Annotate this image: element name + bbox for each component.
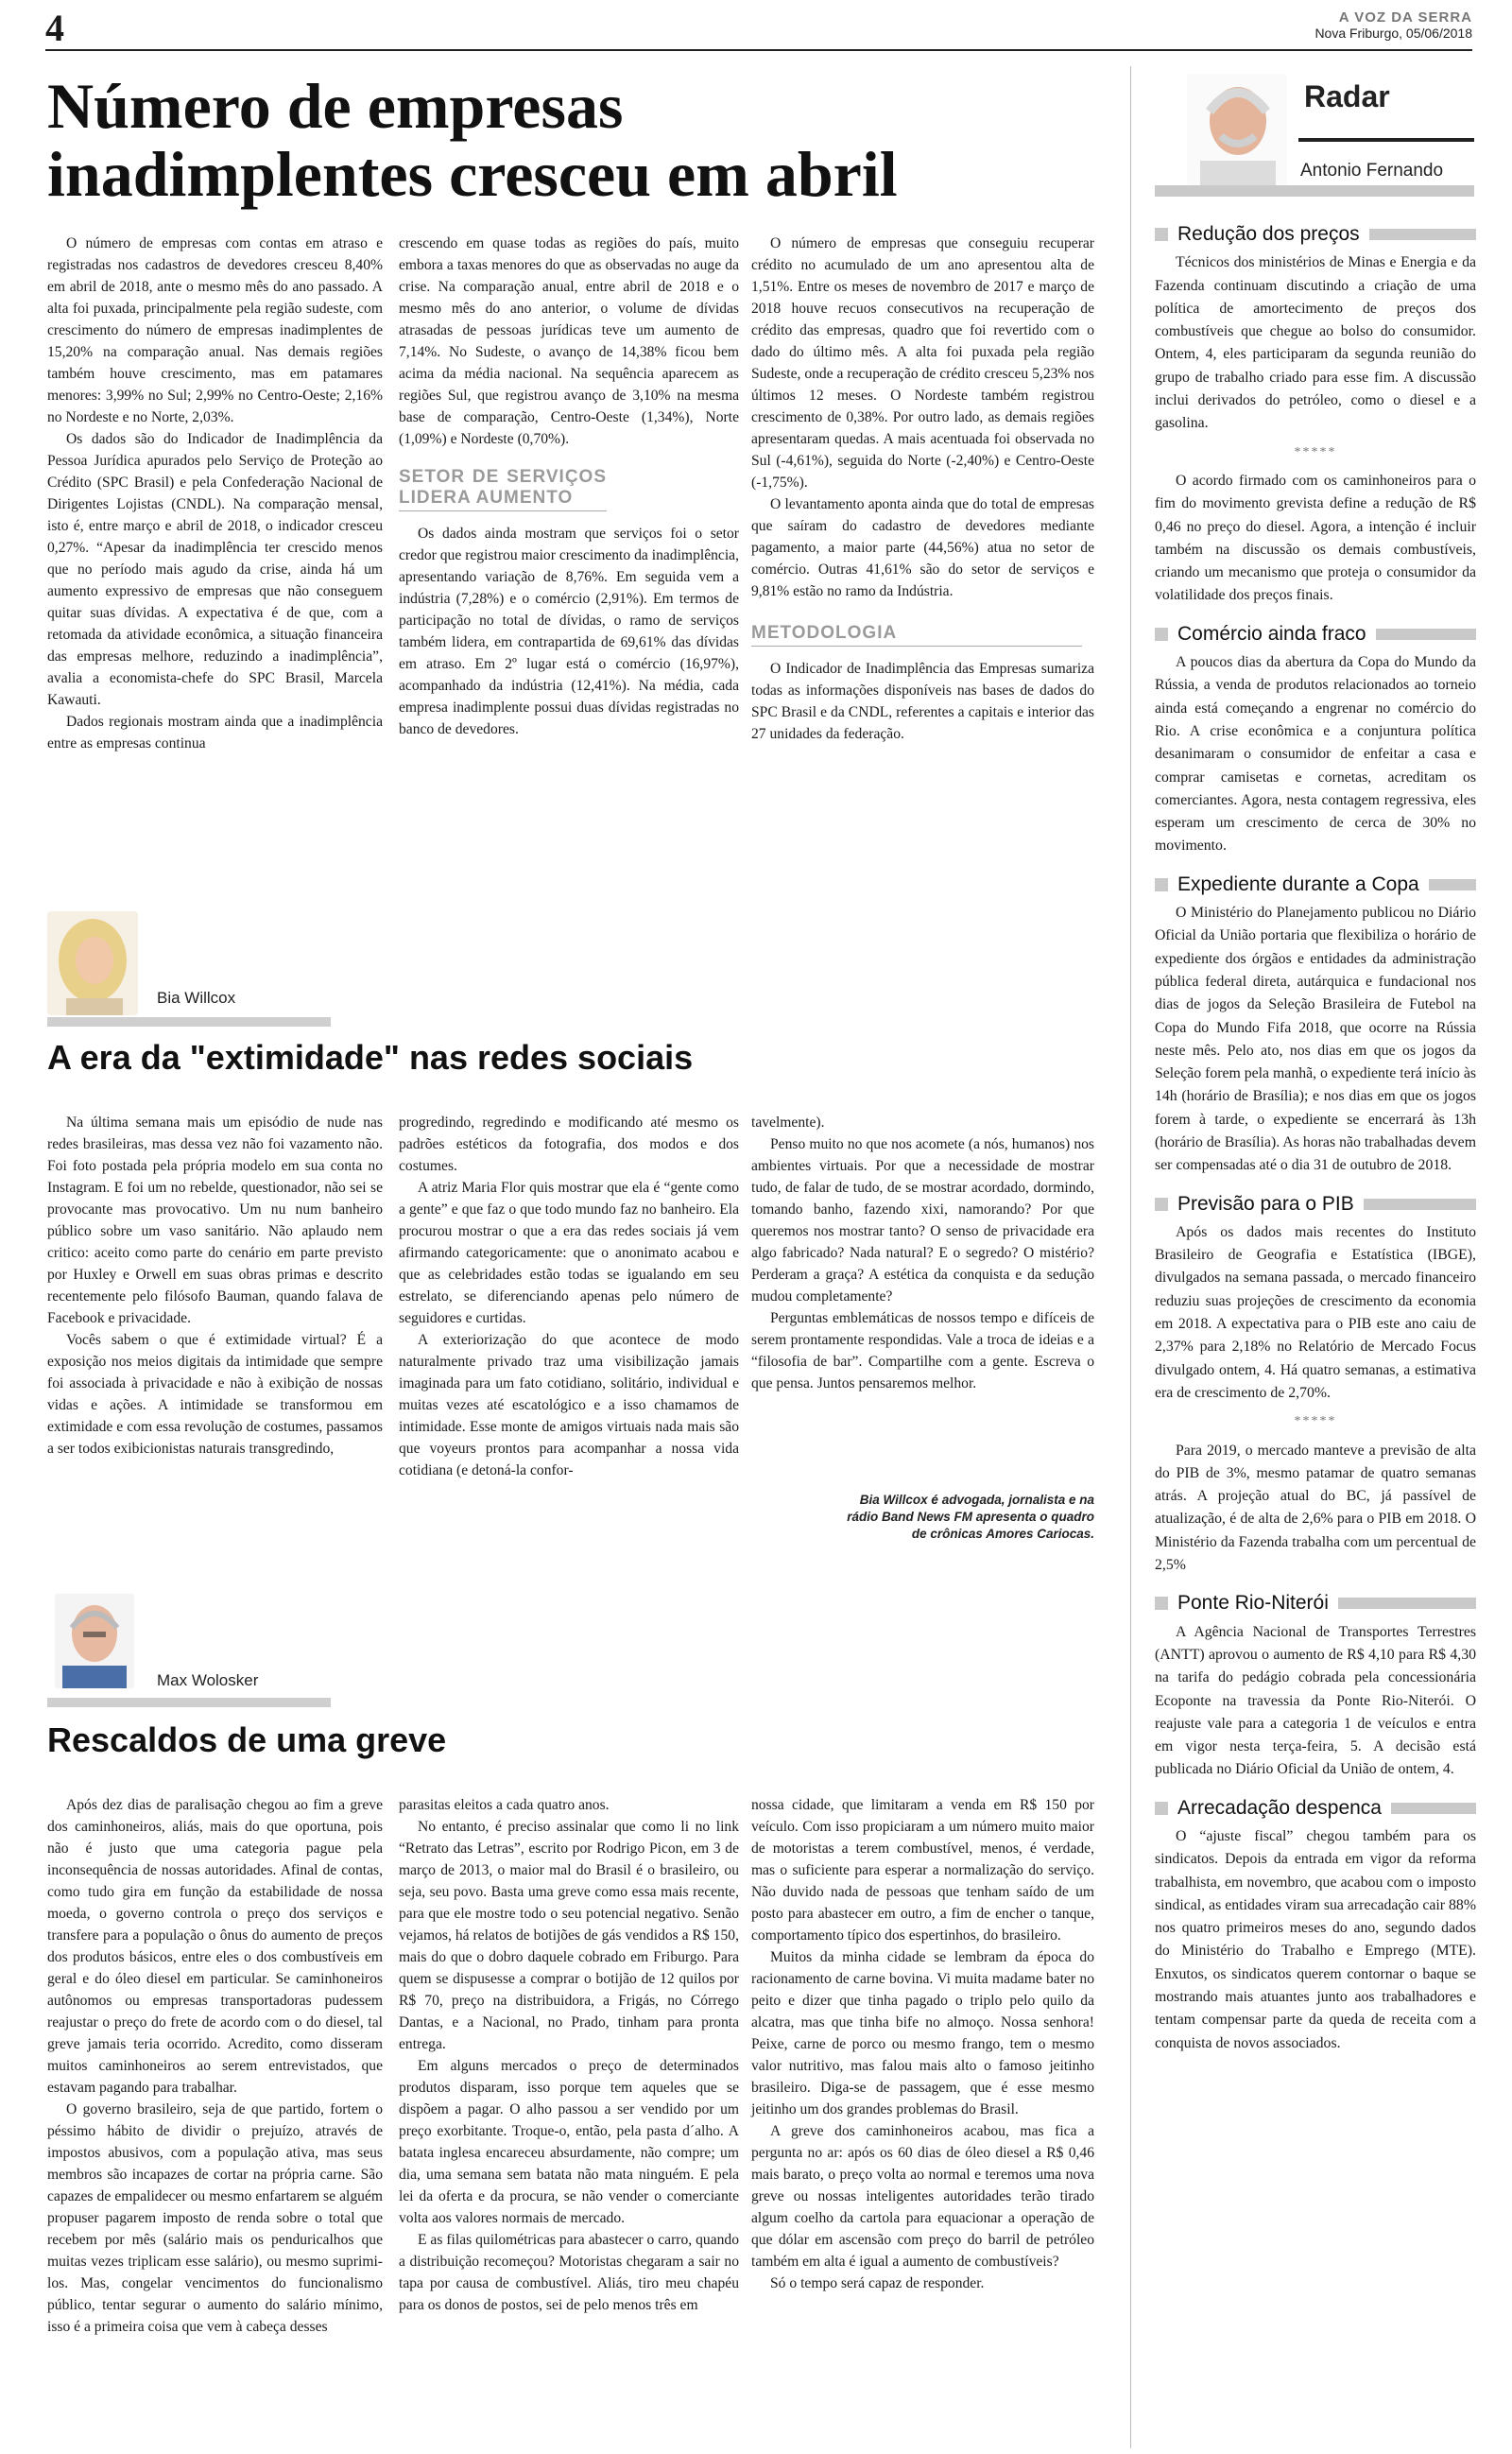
paragraph: Os dados são do Indicador de Inadimplência da Pessoa Jurídica apurados pelo Serviço de Proteção ao Crédito (SPC Brasil) e pela Confederação Nacional de Dirigentes Lojistas (CNDL). Na comparação mensal, isto é, entre março e abril de 2018, o indicador cresceu 0,27%. “Apesar da inadimplência ter crescido menos que no período mais agudo da crise, ainda há um aumento expressivo de empresas que não conseguem quitar suas dívidas. A expectativa é de que, com a retomada da atividade econômica, a situação financeira das empresas melhore, reduzindo a inadimplência”, avalia a economista-chefe do SPC Brasil, Marcela Kawauti. xyxy=(47,431,383,708)
paragraph: nossa cidade, que limitaram a venda em R$ 150 por veículo. Com isso propiciaram a um número muito maior de motoristas a terem combustível, menos, é verdade, mas o suficiente para esperar a normalização do serviço. Não duvido nada de pessoas que tenham saído de um posto para abastecer em outro, a fim de encher o tanque, comportamento típico dos espertinhos, do brasileiro. xyxy=(751,1797,1094,1944)
sidebar-heading-text: Comércio ainda fraco xyxy=(1177,622,1366,645)
paragraph: O número de empresas com contas em atraso e registradas nos cadastros de devedores cresceu 8,40% em abril de 2018, ante o mesmo mês do ano passado. A alta foi puxada, principalmente pela região sudeste, com crescimento do número de empresas inadimplentes de 15,20% na comparação anual. Nas demais regiões também houve crescimento, mas em patamares menores: 3,99% no Sul; 2,99% no Centro-Oeste; 2,16% no Nordeste e no Norte, 2,03%. xyxy=(47,235,383,425)
paragraph: parasitas eleitos a cada quatro anos. xyxy=(399,1797,610,1813)
headline-line-1: Número de empresas xyxy=(47,70,624,142)
author-name-bia: Bia Willcox xyxy=(157,989,236,1007)
radar-title: Radar xyxy=(1304,79,1390,113)
paragraph: Vocês sabem o que é extimidade virtual? É a exposição nos meios digitais da intimidade que sempre foi associada à privacidade e não à exibição de nossas vidas e ações. A intimidade se transformou em extimidade e com essa revolução de costumes, passamos a ser todos exibicionistas naturais transgredindo, xyxy=(47,1332,383,1457)
paragraph: Após os dados mais recentes do Instituto Brasileiro de Geografia e Estatística (IBGE), divulgados na semana passada, o mercado financeiro reduziu suas projeções de crescimento da economia em 2018. A expectativa para o PIB este ano caiu de 2,37% para 2,18% no Relatório de Mercado Focus divulgado ontem, 4. Há quatro semanas, a estimativa era de crescimento de 2,70%. xyxy=(1155,1223,1476,1401)
heading-bar xyxy=(1338,1598,1476,1609)
article2-column-3 xyxy=(751,1112,1094,1394)
heading-bar xyxy=(1364,1199,1476,1210)
paragraph: crescendo em quase todas as regiões do país, muito embora a taxas menores do que as observadas no auge da crise. Na comparação anual, entre abril de 2018 e o mesmo mês do ano anterior, o volume de dívidas atrasadas de pessoas jurídicas teve um aumento de 7,14%. No Sudeste, o avanço de 14,38% ficou bem acima da média nacional. Na sequência aparecem as regiões Sul, que registrou avanço de 3,10% na mesma base de comparação, Centro-Oeste (1,34%), Norte (1,09%) e Nordeste (0,70%). xyxy=(399,235,739,447)
subhead-servicos: SETOR DE SERVIÇOS LIDERA AUMENTO xyxy=(399,467,607,511)
sidebar-heading xyxy=(1155,873,1476,896)
article2-column-1 xyxy=(47,1112,383,1460)
credit-line: rádio Band News FM apresenta o quadro xyxy=(847,1510,1094,1524)
headline-line-2: inadimplentes cresceu em abril xyxy=(47,138,898,210)
paragraph: O levantamento aponta ainda que do total de empresas que saíram do cadastro de devedores mediante pagamento, a maior parte (44,56%) atua no setor de comércio. Outras 41,61% são do setor de serviços e 9,81% estão no ramo da Indústria. xyxy=(751,496,1094,599)
radar-bar xyxy=(1155,185,1474,197)
heading-bar xyxy=(1369,229,1476,240)
heading-bar xyxy=(1391,1803,1476,1814)
heading-bar xyxy=(1429,879,1476,890)
headline xyxy=(47,72,1125,208)
paragraph: A Agência Nacional de Transportes Terrestres (ANTT) aprovou o aumento de R$ 4,10 para R$ 4,30 na tarifa do pedágio cobrada pela concessionária Ecoponte na travessia da Ponte Rio-Niterói. O reajuste vale para a categoria 1 de veículos e entra em vigor nesta terça-feira, 5. A decisão está publicada no Diário Oficial da União de ontem, 4. xyxy=(1155,1623,1476,1778)
paragraph: A exteriorização do que acontece de modo naturalmente privado traz uma visibilização jamais imaginada para um fato cotidiano, solitário, individual e muitas vezes até escatológico e a isso chamamos de intimidade. Esse monte de amigos virtuais nada mais são que voyeurs prontos para acompanhar a nossa vida cotidiana (e detoná-la confor- xyxy=(399,1332,739,1478)
page-number: 4 xyxy=(45,7,64,49)
square-bullet-icon xyxy=(1155,1802,1168,1815)
sidebar-heading xyxy=(1155,1592,1476,1615)
radar-rule xyxy=(1298,138,1474,142)
article2-column-2 xyxy=(399,1112,739,1481)
author-photo-bia xyxy=(47,911,138,1015)
square-bullet-icon xyxy=(1155,628,1168,641)
paragraph: O número de empresas que conseguiu recuperar crédito no acumulado de um ano apresentou alta de 1,51%. Entre os meses de novembro de 2017 e março de 2018 houve recuos consecutivos na recuperação de crédito das empresas, quadro que foi revertido com o dado do último mês. A alta foi puxada pela região Sudeste, onde a recuperação de crédito cresceu 5,23% nos últimos 12 meses. O Nordeste também registrou crescimento de 0,38%. Por outro lado, as demais regiões apresentaram quedas. A mais acentuada foi observada no Sul (-4,61%), seguida do Norte (-2,40%) e Centro-Oeste (-1,75%). xyxy=(751,235,1094,491)
author-name-max: Max Wolosker xyxy=(157,1671,259,1689)
portrait-icon xyxy=(55,1594,134,1688)
column-divider xyxy=(1130,66,1131,2448)
paragraph: O Indicador de Inadimplência das Empresas sumariza todas as informações disponíveis nas bases de dados do SPC Brasil e da CNDL, referentes a capitais e interior das 27 unidades da federação. xyxy=(751,661,1094,742)
sidebar-heading-text: Redução dos preços xyxy=(1177,223,1360,245)
heading-bar xyxy=(1376,629,1476,640)
square-bullet-icon xyxy=(1155,1597,1168,1610)
article1-column-1 xyxy=(47,233,383,754)
paragraph: No entanto, é preciso assinalar que como li no link “Retrato das Letras”, escrito por Rodrigo Picon, em 3 de março de 2013, o maior mal do Brasil é o brasileiro, ou seja, seu povo. Basta uma greve como essa mais recente, para que ele mostre todo o seu potencial negativo. Senão vejamos, há relatos de botijões de gás vendidos a R$ 150, mais do que o dobro daquele cobrado em Friburgo. Para quem se dispusesse a comprar o botijão de 12 quilos por R$ 70, preço na distribuidora, a Frigás, no Córrego Dantas, e a Nacional, no Prado, tinham para pronta entrega. xyxy=(399,1819,739,2052)
publication-name: A VOZ DA SERRA xyxy=(1338,9,1472,26)
separator-stars: ***** xyxy=(1294,444,1337,459)
article3-title: Rescaldos de uma greve xyxy=(47,1720,447,1759)
author-credit xyxy=(751,1492,1094,1543)
radar-author: Antonio Fernando xyxy=(1300,161,1444,181)
top-rule xyxy=(45,49,1472,51)
credit-line: de crônicas Amores Cariocas. xyxy=(911,1527,1094,1541)
paragraph: O governo brasileiro, seja de que partido, fortem o péssimo hábito de dividir o prejuízo, através de impostos abusivos, com a população ativa, mas seus membros são incapazes de cortar na própria carne. São capazes de empalidecer ou mesmo enfartarem se alguém propuser pagarem imposto de renda sobre o total que recebem por mês (salário mais os penduricalhos que muitas vezes triplicam esse salário), ou mesmo suprimi-los. Mas, congelar vencimentos do funcionalismo público, tentar segurar o aumento do salário mínimo, isso é a primeira coisa que vem à cabeça desses xyxy=(47,2101,383,2335)
paragraph: Só o tempo será capaz de responder. xyxy=(770,2275,985,2291)
paragraph: Técnicos dos ministérios de Minas e Energia e da Fazenda continuam discutindo a criação de uma política de amortecimento de preços dos combustíveis que chegue ao bolso do consumidor. Ontem, 4, eles participaram da segunda reunião do grupo de trabalho criado para esse fim. A discussão inclui derivados do petróleo, como o diesel e a gasolina. xyxy=(1155,254,1476,432)
paragraph: E as filas quilométricas para abastecer o carro, quando a distribuição recomeçou? Motoristas chegaram a sair no tapa por causa de combustível. Aliás, tiro meu chapéu para os donos de postos, sei de pelo menos três em xyxy=(399,2232,739,2313)
paragraph: Muitos da minha cidade se lembram da época do racionamento de carne bovina. Vi muita madame bater no peito e dizer que tinha pagado o triplo pelo quilo da alcatra, mas que tinha bife no almoço. Nossa senhora! Peixe, carne de porco ou mesmo frango, tem o mesmo valor nutritivo, mas falou mais alto o famoso jeitinho brasileiro. Diga-se de passagem, que é esse mesmo jeitinho um dos grandes problemas do Brasil. xyxy=(751,1949,1094,2117)
sidebar-heading xyxy=(1155,223,1476,246)
article1-column-2 xyxy=(399,233,739,740)
author-photo-max xyxy=(55,1594,134,1688)
paragraph: A poucos dias da abertura da Copa do Mundo da Rússia, a venda de produtos relacionados ao torneio ainda está começando a engrenar no comércio do Rio. A crise econômica e a conjuntura política desanimaram o consumidor de enfeitar a casa e comprar camisetas e cornetas, acreditam os comerciantes. Agora, nesta contagem regressiva, eles esperam um crescimento de cerca de 30% no movimento. xyxy=(1155,654,1476,855)
paragraph: Para 2019, o mercado manteve a previsão de alta do PIB de 3%, mesmo patamar de quatro semanas atrás. A projeção atual do BC, já passível de atualização, é de alta de 2,6% para o PIB em 2018. O Ministério da Fazenda trabalha com um percentual de 2,5% xyxy=(1155,1442,1476,1574)
square-bullet-icon xyxy=(1155,1198,1168,1211)
paragraph: Na última semana mais um episódio de nude nas redes brasileiras, mas dessa vez não foi vazamento não. Foi foto postada pela própria modelo em sua conta no Instagram. E foi um no rebelde, questionador, não sei se provocante mas provocativo. Um nu num banheiro público sobre um vaso sanitário. Não aplaudo nem critico: aceito como parte do cenário em parte previsto por Huxley e Orwell em suas obras primas e descrito recentemente pelo filósofo Bauman, quando falava de Facebook e privacidade. xyxy=(47,1115,383,1326)
separator-stars: ***** xyxy=(1294,1414,1337,1429)
paragraph: tavelmente). xyxy=(751,1115,825,1131)
sidebar-heading-text: Previsão para o PIB xyxy=(1177,1192,1354,1215)
date-line: Nova Friburgo, 05/06/2018 xyxy=(1314,26,1472,41)
article3-column-2 xyxy=(399,1794,739,2316)
portrait-icon xyxy=(1187,74,1287,185)
paragraph: A greve dos caminhoneiros acabou, mas fica a pergunta no ar: após os 60 dias de óleo diesel a R$ 0,46 mais barato, o preço volta ao normal e teremos uma nova greve ou nossas inteligentes autoridades terão tirado algum coelho da cartola para equacionar a operação de que dólar em ascensão com preço do barril de petróleo também em alta é igual a aumento de combustíveis? xyxy=(751,2123,1094,2270)
paragraph: Em alguns mercados o preço de determinados produtos disparam, isso porque tem aqueles que se dispõem a pagar. O alho passou a ser vendido por um preço exorbitante. Troque-o, então, pela pasta d´alho. A batata inglesa encareceu absurdamente, não compre; um dia, uma semana sem batata não mata ninguém. E pela lei da oferta e da procura, se não vender o comerciante volta aos valores normais de mercado. xyxy=(399,2058,739,2226)
paragraph: Após dez dias de paralisação chegou ao fim a greve dos caminhoneiros, aliás, mais do que oportuna, pois não é justo que uma categoria pague pela inconsequência de nossas autoridades. Afinal de contas, como tudo gira em função da estabilidade de nossa moeda, o governo controla o preço dos serviços e transfere para a população o ônus do aumento de preços dos produtos básicos, entre eles o dos combustíveis em geral e do óleo diesel em particular. Se caminhoneiros autônomos ou empresas transportadoras pudessem reajustar o preço do frete de acordo com o do diesel, tal greve jamais teria ocorrido. Acredito, como disseram muitos caminhoneiros ao serem entrevistados, que estavam pagando para trabalhar. xyxy=(47,1797,383,2096)
sidebar-heading-text: Ponte Rio-Niterói xyxy=(1177,1592,1329,1615)
article1-column-3 xyxy=(751,233,1094,745)
square-bullet-icon xyxy=(1155,878,1168,891)
sidebar-heading xyxy=(1155,623,1476,646)
sidebar-heading-text: Arrecadação despenca xyxy=(1177,1796,1382,1819)
sidebar-heading xyxy=(1155,1193,1476,1216)
portrait-icon xyxy=(47,911,138,1015)
paragraph: O acordo firmado com os caminhoneiros para o fim do movimento grevista define a redução de R$ 0,46 no preço do diesel. Agora, a intenção é incluir também na discussão os demais combustíveis, criando um mecanismo que proteja o consumidor da volatilidade dos preços finais. xyxy=(1155,472,1476,604)
author-photo-antonio xyxy=(1187,74,1287,185)
article2-title: A era da "extimidade" nas redes sociais xyxy=(47,1038,694,1077)
author-rule xyxy=(47,1698,331,1707)
credit-line: Bia Willcox é advogada, jornalista e na xyxy=(859,1493,1094,1507)
paragraph: A atriz Maria Flor quis mostrar que ela é “gente como a gente” e que faz o que todo mundo faz no banheiro. Ela procurou mostrar o que a era das redes sociais já vem afirmando categoricamente: que o anonimato acabou e que as celebridades estão todas se igualando em seu estrelato, se diferenciando apenas pelo número de seguidores e curtidas. xyxy=(399,1180,739,1326)
subhead-metodologia: METODOLOGIA xyxy=(751,623,1082,647)
article3-column-3 xyxy=(751,1794,1094,2294)
paragraph: Dados regionais mostram ainda que a inadimplência entre as empresas continua xyxy=(47,714,383,752)
sidebar-heading xyxy=(1155,1797,1476,1820)
square-bullet-icon xyxy=(1155,228,1168,241)
paragraph: Penso muito no que nos acomete (a nós, humanos) nos ambientes virtuais. Por que a necessidade de mostrar tudo, de falar de tudo, de se mostrar acordado, dormindo, tomando banho, fazendo xixi, namorando? Por que queremos nos mostrar tanto? O senso de privacidade era algo fabricado? Nada natural? E o segredo? O mistério? Perderam a graça? A estética da conquista e da sedução mudou completamente? xyxy=(751,1136,1094,1305)
masthead xyxy=(1314,9,1472,41)
paragraph: Perguntas emblemáticas de nossos tempo e difíceis de serem prontamente respondidas. Vale a troca de ideias e a “filosofia de bar”. Compartilhe com a gente. Escreva o que pensa. Juntos pensaremos melhor. xyxy=(751,1310,1094,1391)
sidebar-heading-text: Expediente durante a Copa xyxy=(1177,873,1419,895)
author-rule xyxy=(47,1017,331,1027)
paragraph: Os dados ainda mostram que serviços foi o setor credor que registrou maior crescimento da inadimplência, apresentando variação de 8,76%. Em seguida vem a indústria (7,28%) e o comércio (2,91%). Em termos de participação no total de dívidas, o ramo de serviços também lidera, em contrapartida de 69,61% das dívidas em atraso. Em 2º lugar está o comércio (16,97%), acompanhado da indústria (12,41%). Na média, cada empresa inadimplente possui duas dívidas registradas no banco de devedores. xyxy=(399,526,739,737)
radar-sidebar xyxy=(1155,212,1476,2055)
article3-column-1 xyxy=(47,1794,383,2338)
paragraph: progredindo, regredindo e modificando até mesmo os padrões estéticos da fotografia, dos modos e dos costumes. xyxy=(399,1115,739,1174)
paragraph: O Ministério do Planejamento publicou no Diário Oficial da União portaria que flexibiliza o horário de expediente dos órgãos e entidades da administração pública federal direta, autárquica e fundacional nos dias de jogos da Seleção Brasileira de Futebol na Copa do Mundo Fifa 2018, que ocorre na Rússia neste mês. Pelo ato, nos dias em que os jogos da Seleção forem pela manhã, o expediente terá início às 14h (horário de Brasília); e nos dias em que os jogos forem à tarde, o expediente se encerrará às 13h (horário de Brasília). As horas não trabalhadas devem ser compensadas até o dia 31 de outubro de 2018. xyxy=(1155,905,1476,1174)
paragraph: O “ajuste fiscal” chegou também para os sindicatos. Depois da entrada em vigor da reforma trabalhista, em novembro, que acabou com o imposto sindical, as entidades viram sua arrecadação cair 88% nos quatro primeiros meses do ano, segundo dados do Ministério do Trabalho e Emprego (MTE). Enxutos, os sindicatos querem contornar o baque se mostrando mais atuantes junto aos trabalhadores e tentam compensar parte da queda de receita com a conquista de novos associados. xyxy=(1155,1828,1476,2051)
